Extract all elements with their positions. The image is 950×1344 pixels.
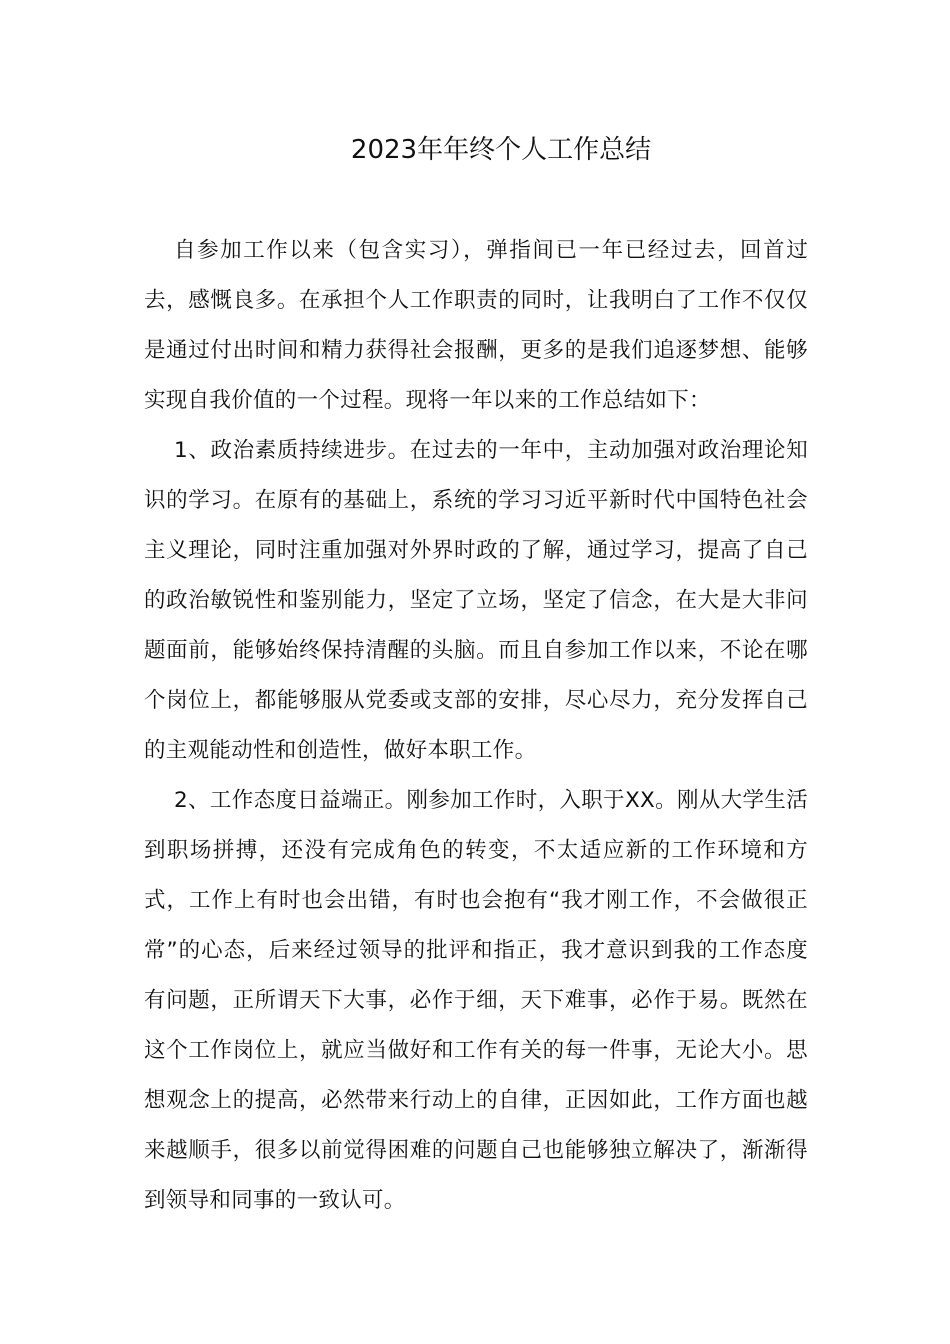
paragraph-political-quality: 1、政治素质持续进步。在过去的一年中，主动加强对政治理论知识的学习。在原有的基础上，系统的学习习近平新时代中国特色社会主义理论，同时注重加强对外界时政的了解，通过学习，提高了自己的政治敏锐性和鉴别能力，坚定了立场，坚定了信念，在大是大非问题面前，能够始终保持清醒的头脑。而且自参加工作以来，不论在哪个岗位上，都能够服从党委或支部的安排，尽心尽力，充分发挥自己的主观能动性和创造性，做好本职工作。 (144, 438, 808, 763)
document-title: 2023年年终个人工作总结 (350, 135, 652, 165)
document-body (144, 226, 808, 1226)
paragraph-intro: 自参加工作以来（包含实习），弹指间已一年已经过去，回首过去，感慨良多。在承担个人工作职责的同时，让我明白了工作不仅仅是通过付出时间和精力获得社会报酬，更多的是我们追逐梦想、能够实现自我价值的一个过程。现将一年以来的工作总结如下： (144, 238, 808, 413)
paragraph-work-attitude: 2、工作态度日益端正。刚参加工作时，入职于XX。刚从大学生活到职场拼搏，还没有完成角色的转变，不太适应新的工作环境和方式，工作上有时也会出错，有时也会抱有“我才刚工作，不会做很正常”的心态，后来经过领导的批评和指正，我才意识到我的工作态度有问题，正所谓天下大事，必作于细，天下难事，必作于易。既然在这个工作岗位上，就应当做好和工作有关的每一件事，无论大小。思想观念上的提高，必然带来行动上的自律，正因如此，工作方面也越来越顺手，很多以前觉得困难的问题自己也能够独立解决了，渐渐得到领导和同事的一致认可。 (144, 788, 808, 1213)
